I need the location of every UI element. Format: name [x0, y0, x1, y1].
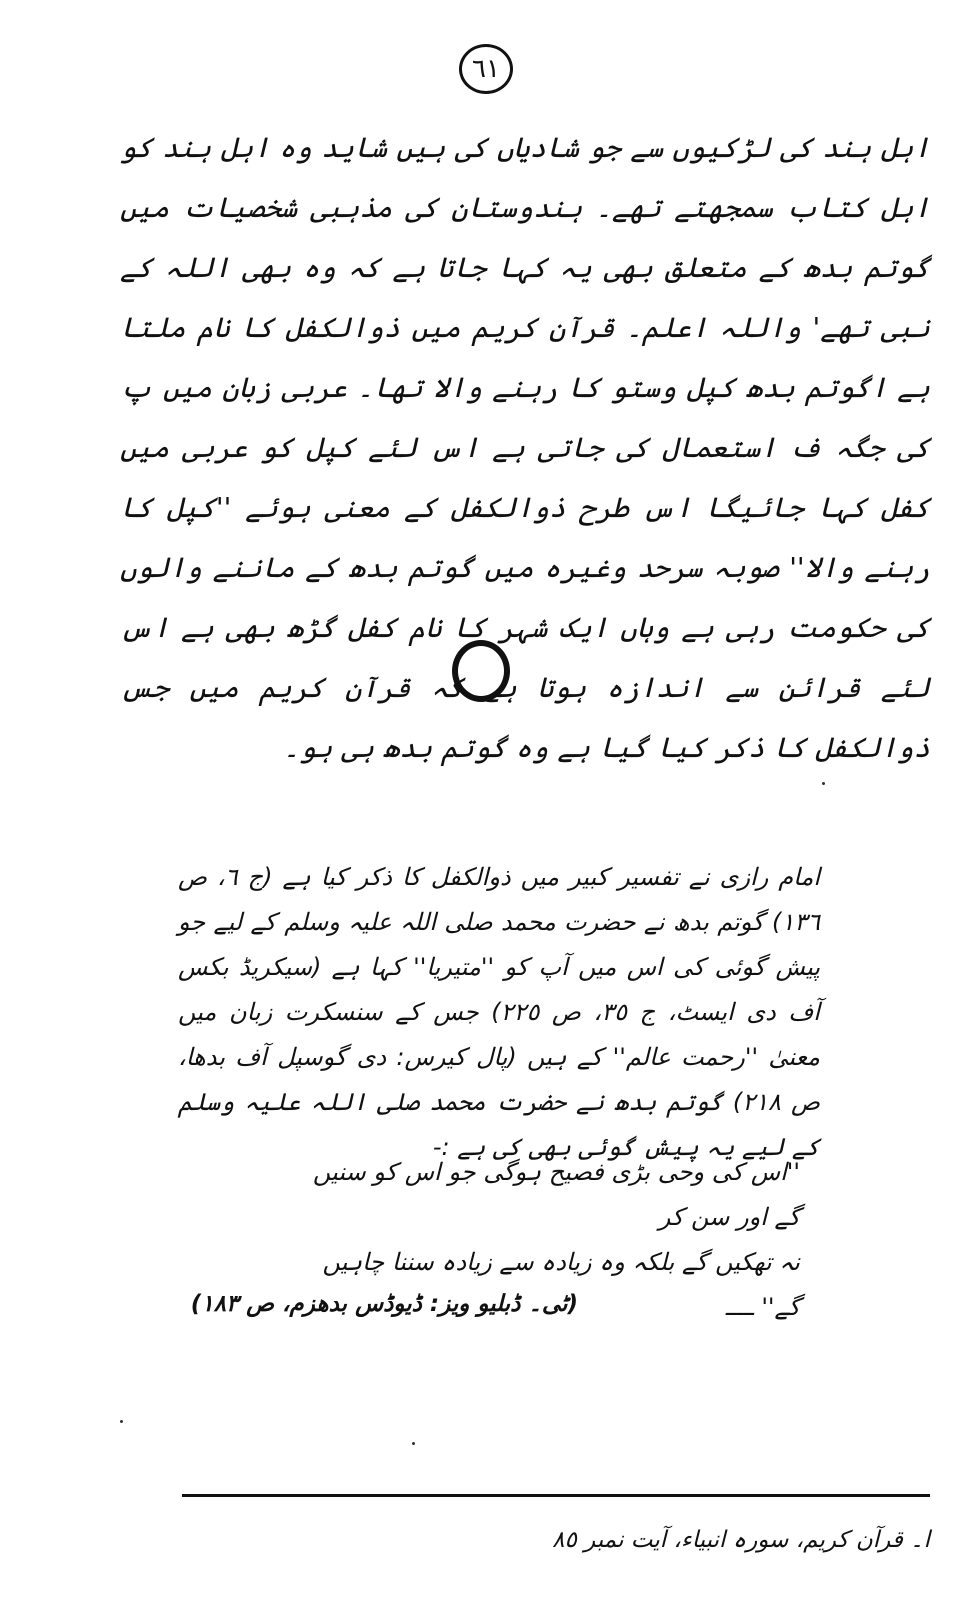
- quote-line-2: نہ تھکیں گے بلکہ وہ زیادہ سے زیادہ سننا چاہیں گے'' ــــ: [322, 1248, 800, 1321]
- footnote-text: ا۔ قرآن کریم، سورہ انبیاء، آیت نمبر ٨٥: [552, 1527, 930, 1553]
- footnote-divider: [182, 1494, 930, 1497]
- quote-reference: [178, 1284, 578, 1324]
- scan-speck: [412, 1442, 415, 1445]
- page-number: [459, 44, 513, 94]
- main-paragraph: اہل ہند کی لڑکیوں سے جو شادیاں کی ہیں شاید وہ اہل ہند کو اہل کتاب سمجھتے تھے۔ ہندوستان کی مذہبی شخصیات میں گوتم بدھ کے متعلق بھی یہ کہا جاتا ہے کہ وہ بھی اللہ کے نبی تھے' واللہ اعلم۔ قرآن کریم میں ذوالکفل کا نام ملتا ہے اگوتم بدھ کپل وستو کا رہنے والا تھا۔ عربی زبان میں پ کی جگہ ف استعمال کی جاتی ہے اس لئے کپل کو عربی میں کفل کہا جائیگا اس طرح ذوالکفل کے معنی ہوئے ''کپل کا رہنے والا'' صوبہ سرحد وغیرہ میں گوتم بدھ کے ماننے والوں کی حکومت رہی ہے وہاں ایک شہر کا نام کفل گڑھ بھی ہے اس لئے قرائن سے اندازہ ہوتا ہے کہ قرآن کریم میں جس ذوالکفل کا ذکر کیا گیا ہے وہ گوتم بدھ ہی ہو۔: [120, 131, 930, 764]
- note-block: [178, 855, 820, 1170]
- quote-line-1: ''اس کی وحی بڑی فصیح ہوگی جو اس کو سنیں گے اور سن کر: [312, 1158, 800, 1231]
- quote-reference-text: (ٹی۔ ڈبلیو ویز: ڈیوڈس بدھزم، ص ١٨٣): [190, 1291, 578, 1317]
- note-paragraph: امام رازی نے تفسیر کبیر میں ذوالکفل کا ذکر کیا ہے (ج ٦، ص ١٣٦) گوتم بدھ نے حضرت محمد صلی اللہ علیہ وسلم کے لیے جو پیش گوئی کی اس میں آپ کو ''متیریا'' کہا ہے (سیکریڈ بکس آف دی ایسٹ، ج ٣٥، ص ٢٢٥) جس کے سنسکرت زبان میں معنیٰ ''رحمت عالم'' کے ہیں (پال کیرس: دی گوسپل آف بدھا، ص ٢١٨) گوتم بدھ نے حضرت محمد صلی اللہ علیہ وسلم کے لیے یہ پیش گوئی بھی کی ہے :-: [178, 863, 821, 1161]
- footnote: [482, 1520, 930, 1560]
- main-text-block: [120, 118, 930, 778]
- section-separator-circle: [452, 640, 510, 702]
- scan-speck: [120, 1420, 123, 1423]
- scan-speck: [822, 782, 825, 785]
- page-number-text: ٦١: [472, 54, 500, 84]
